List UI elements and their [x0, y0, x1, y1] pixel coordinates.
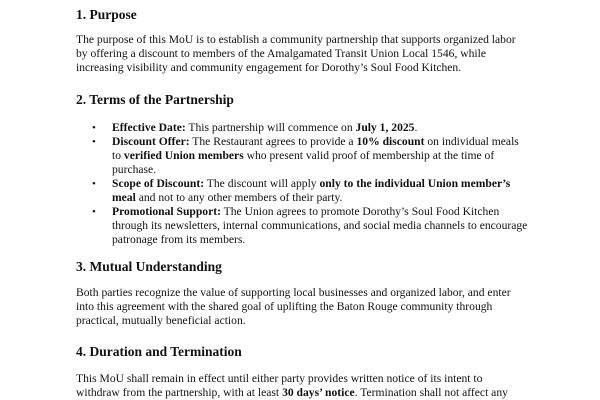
term-label: Promotional Support: [112, 205, 221, 218]
bullet-icon: • [92, 206, 96, 218]
list-item-line [112, 135, 546, 149]
term-emphasis: 10% discount [356, 135, 425, 148]
term-text: . [414, 121, 418, 134]
list-item-line: patronage from its members. [112, 233, 246, 246]
section-heading-mutual-understanding: 3. Mutual Understanding [76, 259, 222, 274]
section-heading-purpose: 1. Purpose [76, 7, 137, 22]
term-emphasis: July 1, 2025 [355, 121, 415, 134]
list-item-line: through its newsletters, internal communications, and social media channels to encourage [112, 219, 528, 232]
bullet-icon: • [92, 136, 96, 148]
duration-paragraph [76, 372, 546, 400]
terms-list [76, 121, 546, 247]
purpose-line: The purpose of this MoU is to establish a community partnership that supports organized labor [76, 33, 516, 46]
term-text: The discount will apply [204, 177, 320, 190]
notice-period-emphasis: 30 days’ notice [282, 386, 355, 399]
term-text: to [112, 149, 124, 162]
bullet-icon: • [92, 122, 96, 134]
term-text: The Union agrees to promote Dorothy’s Soul Food Kitchen [220, 205, 500, 218]
term-emphasis: meal [112, 191, 136, 204]
duration-line: This MoU shall remain in effect until either party provides written notice of its intent to [76, 372, 483, 385]
term-emphasis: only to the individual Union member’s [319, 177, 511, 190]
list-item-line [112, 177, 546, 191]
list-item-line [112, 121, 546, 135]
purpose-paragraph [76, 33, 546, 75]
term-text: This partnership will commence on [185, 121, 356, 134]
purpose-line: by offering a discount to members of the Amalgamated Transit Union Local 1546, while [76, 47, 487, 60]
term-label: Discount Offer: [112, 135, 190, 148]
purpose-line: increasing visibility and community engagement for Dorothy’s Soul Food Kitchen. [76, 61, 462, 74]
list-item-effective-date [76, 121, 546, 135]
term-emphasis: verified Union members [123, 149, 244, 162]
section-heading-terms: 2. Terms of the Partnership [76, 92, 234, 107]
list-item-discount-offer [76, 135, 546, 177]
list-item-scope-of-discount [76, 177, 546, 205]
section-heading-duration-termination: 4. Duration and Termination [76, 344, 242, 359]
list-item-line [112, 149, 546, 163]
mutual-line: Both parties recognize the value of supporting local businesses and organized labor, and enter [76, 286, 511, 299]
list-item-line [112, 205, 546, 219]
bullet-icon: • [92, 178, 96, 190]
mutual-line: practical, mutually beneficial action. [76, 314, 246, 327]
term-text: and not to any other members of their party. [135, 191, 343, 204]
mutual-understanding-paragraph [76, 286, 546, 328]
mutual-line: into this agreement with the shared goal of uplifting the Baton Rouge community through [76, 300, 493, 313]
list-item-line [112, 191, 546, 205]
duration-text: withdraw from the partnership, with at least [76, 386, 283, 399]
duration-text: . Termination shall not affect any [354, 386, 508, 399]
list-item-line: purchase. [112, 163, 157, 176]
list-item-promotional-support [76, 205, 546, 247]
term-text: The Restaurant agrees to provide a [189, 135, 357, 148]
duration-line [76, 386, 546, 400]
term-label: Effective Date: [112, 121, 186, 134]
term-text: who present valid proof of membership at the time of [243, 149, 495, 162]
term-label: Scope of Discount: [112, 177, 205, 190]
term-text: on individual meals [424, 135, 519, 148]
